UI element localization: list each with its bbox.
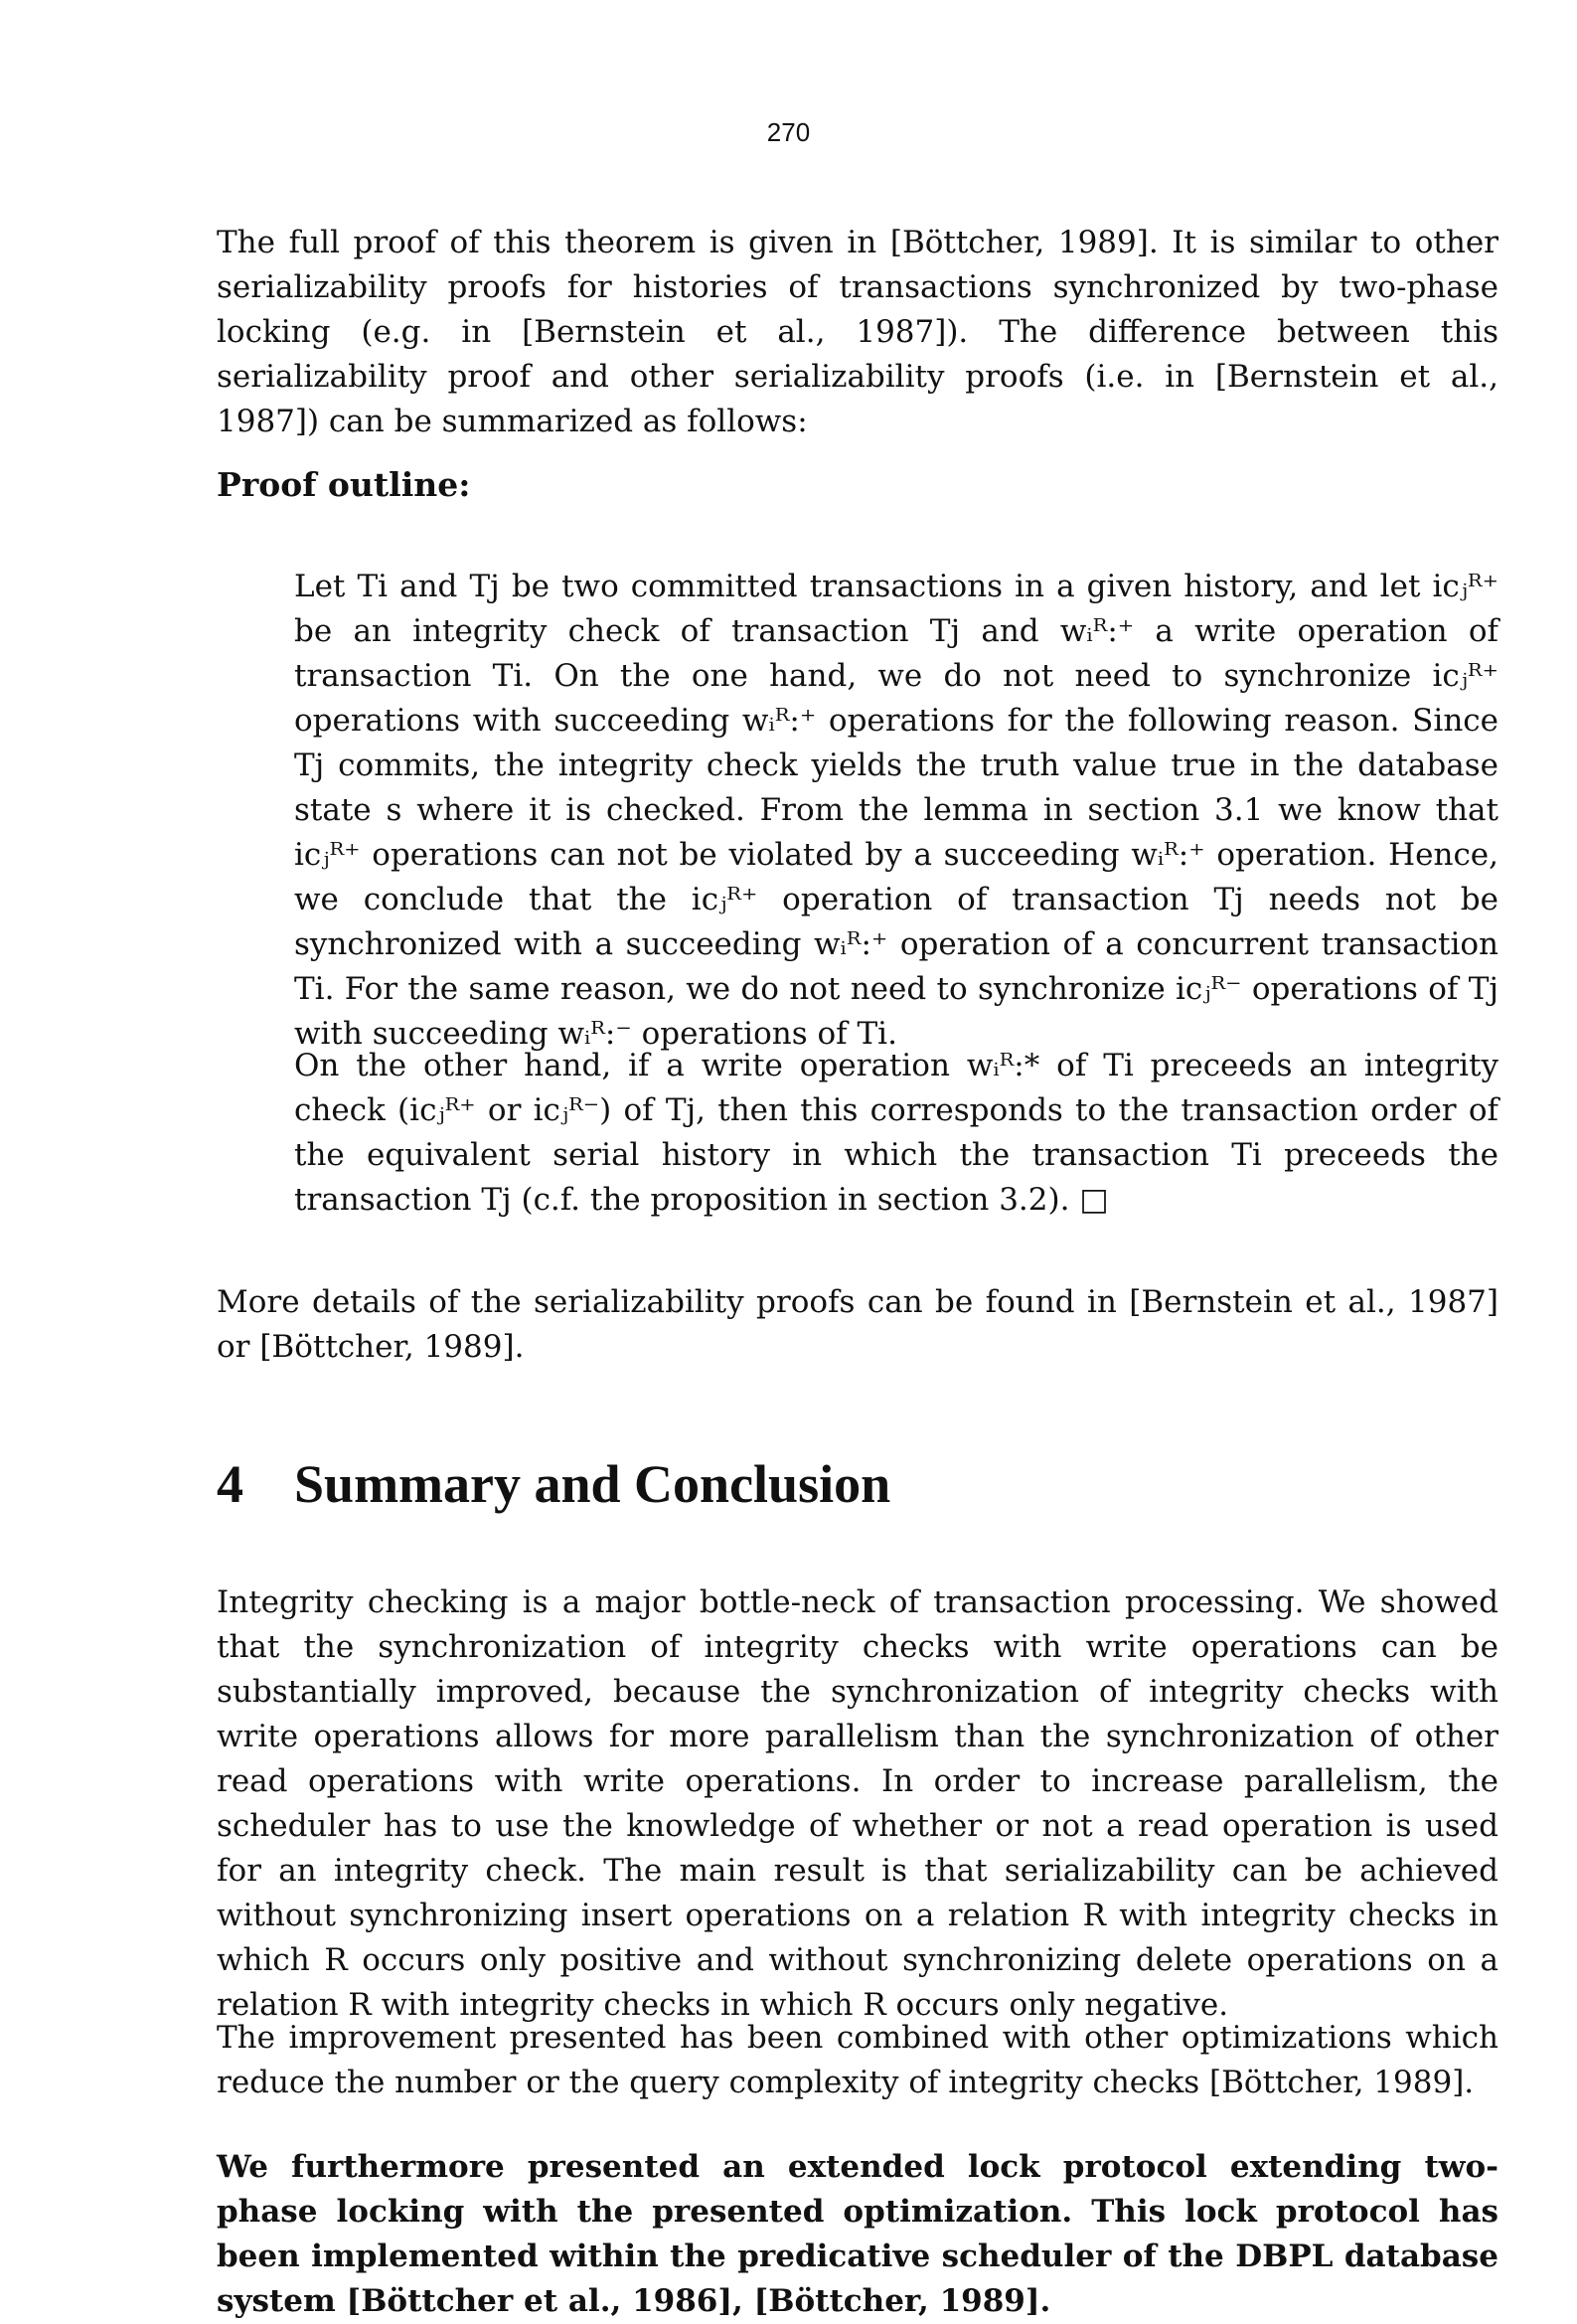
summary-paragraph-2: The improvement presented has been combined with other optimizations which reduce the number or the query complexity of integrity checks [Böttcher, 1989].	[217, 2020, 1498, 2100]
section-heading	[217, 1453, 890, 1515]
details-paragraph: More details of the serializability proofs can be found in [Bernstein et al., 1987] or [Böttcher, 1989].	[217, 1284, 1498, 1365]
summary-paragraph-3: We furthermore presented an extended lock protocol extending two-phase locking with the presented optimization. This lock protocol has been implemented within the predicative scheduler of the DBPL database system [Böttcher et al., 1986], [Böttcher, 1989].	[217, 2149, 1498, 2319]
summary-paragraph-1: Integrity checking is a major bottle-neck of transaction processing. We showed that the synchronization of integrity checks with write operations can be substantially improved, because the synchronization of integrity checks with write operations allows for more parallelism than the synchronization of other read operations with write operations. In order to increase parallelism, the scheduler has to use the knowledge of whether or not a read operation is used for an integrity check. The main result is that serializability can be achieved without synchronizing insert operations on a relation R with integrity checks in which R occurs only positive and without synchronizing delete operations on a relation R with integrity checks in which R occurs only negative.	[217, 1584, 1498, 2023]
intro-paragraph: The full proof of this theorem is given in [Böttcher, 1989]. It is similar to other serializability proofs for histories of transactions synchronized by two-phase locking (e.g. in [Bernstein et al., 1987]). The difference between this serializability proof and other serializability proofs (i.e. in [Bernstein et al., 1987]) can be summarized as follows:	[217, 225, 1498, 439]
section-number: 4	[217, 1454, 243, 1514]
proof-outline-heading: Proof outline:	[217, 465, 471, 504]
proof-paragraph-2	[294, 1044, 1498, 1223]
section-title: Summary and Conclusion	[294, 1454, 891, 1514]
page-number: 270	[766, 117, 811, 147]
qed-symbol: □	[1079, 1182, 1109, 1218]
proof-paragraph-2-text: On the other hand, if a write operation wᵢᴿ:* of Ti preceeds an integrity check (icⱼᴿ⁺ or icⱼᴿ⁻) of Tj, then this corresponds to the transaction order of the equivalent serial history in which the transaction Ti preceeds the transaction Tj (c.f. the proposition in section 3.2).	[294, 1048, 1498, 1218]
proof-paragraph-1: Let Ti and Tj be two committed transactions in a given history, and let icⱼᴿ⁺ be an integrity check of transaction Tj and wᵢᴿ:⁺ a write operation of transaction Ti. On the one hand, we do not need to synchronize icⱼᴿ⁺ operations with succeeding wᵢᴿ:⁺ operations for the following reason. Since Tj commits, the integrity check yields the truth value true in the database state s where it is checked. From the lemma in section 3.1 we know that icⱼᴿ⁺ operations can not be violated by a succeeding wᵢᴿ:⁺ operation. Hence, we conclude that the icⱼᴿ⁺ operation of transaction Tj needs not be synchronized with a succeeding wᵢᴿ:⁺ operation of a concurrent transaction Ti. For the same reason, we do not need to synchronize icⱼᴿ⁻ operations of Tj with succeeding wᵢᴿ:⁻ operations of Ti.	[294, 569, 1498, 1052]
